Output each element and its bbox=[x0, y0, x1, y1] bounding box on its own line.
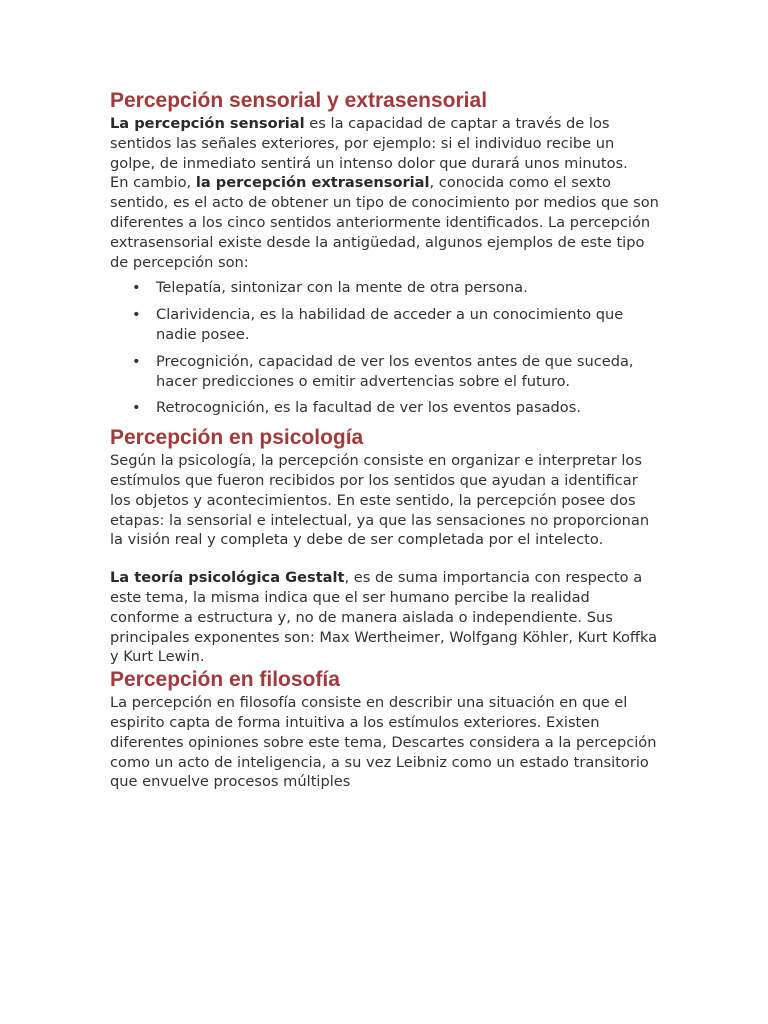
list-item bbox=[132, 398, 660, 418]
list-item bbox=[132, 278, 660, 298]
list-item-text: Precognición, capacidad de ver los eventos antes de que suceda, hacer predicciones o emitir advertencias sobre el futuro. bbox=[156, 352, 634, 390]
section-heading-psicologia: Percepción en psicología bbox=[110, 426, 364, 450]
bold-term-percepcion-sensorial: La percepción sensorial bbox=[110, 115, 305, 132]
paragraph-text: es la capacidad de captar a través de los sentidos las señales exteriores, por ejemplo: si el individuo recibe un golpe, de inmediato sentirá un intenso dolor que durará unos minutos. bbox=[110, 115, 628, 172]
paragraph-gestalt bbox=[110, 568, 660, 667]
bold-term-teoria-gestalt: La teoría psicológica Gestalt bbox=[110, 569, 345, 587]
list-item-text: Telepatía, sintonizar con la mente de otra persona. bbox=[156, 279, 528, 297]
paragraph-sensorial bbox=[110, 114, 660, 173]
section-heading-sensorial: Percepción sensorial y extrasensorial bbox=[110, 89, 488, 112]
bullet-icon: • bbox=[132, 352, 141, 370]
paragraph-text: , conocida como el sexto sentido, es el acto de obtener un tipo de conocimiento por medios que son diferentes a los cinco sentidos anteriormente identificados. La percepción extrasensorial existe desde la antigüedad, algunos ejemplos de este tipo de percepción son: bbox=[110, 174, 659, 271]
paragraph-text: , es de suma importancia con respecto a este tema, la misma indica que el ser humano percibe la realidad conforme a estructura y, no de manera aislada o independiente. Sus principales exponentes son: Max Wertheimer, Wolfgang Köhler, Kurt Koffka y Kurt Lewin. bbox=[110, 569, 658, 666]
list-item-text: Clarividencia, es la habilidad de acceder a un conocimiento que nadie posee. bbox=[156, 306, 624, 343]
bullet-icon: • bbox=[132, 306, 141, 324]
document-body bbox=[110, 88, 660, 792]
list-item bbox=[132, 352, 660, 392]
bullet-icon: • bbox=[132, 399, 141, 417]
bullet-icon: • bbox=[132, 279, 141, 297]
paragraph-extrasensorial bbox=[110, 173, 660, 272]
bold-term-percepcion-extrasensorial: la percepción extrasensorial bbox=[195, 174, 430, 192]
list-item-text: Retrocognición, es la facultad de ver los eventos pasados. bbox=[156, 399, 581, 417]
paragraph-psicologia: Según la psicología, la percepción consiste en organizar e interpretar los estímulos que fueron recibidos por los sentidos que ayudan a identificar los objetos y acontecimientos. En este sentido, la percepción posee dos etapas: la sensorial e intelectual, ya que las sensaciones no proporcionan la visión real y completa y debe de ser completada por el intelecto. bbox=[110, 452, 650, 549]
paragraph-spacer bbox=[110, 550, 660, 568]
list-item bbox=[132, 305, 660, 345]
paragraph-text: En cambio, bbox=[110, 174, 196, 192]
extrasensorial-examples-list bbox=[110, 278, 660, 418]
paragraph-filosofia: La percepción en filosofía consiste en describir una situación en que el espirito capta de forma intuitiva a los estímulos exteriores. Existen diferentes opiniones sobre este tema, Descartes considera a la percepción como un acto de inteligencia, a su vez Leibniz como un estado transitorio que envuelve procesos múltiples bbox=[110, 694, 657, 791]
section-heading-filosofia: Percepción en filosofía bbox=[110, 668, 340, 692]
